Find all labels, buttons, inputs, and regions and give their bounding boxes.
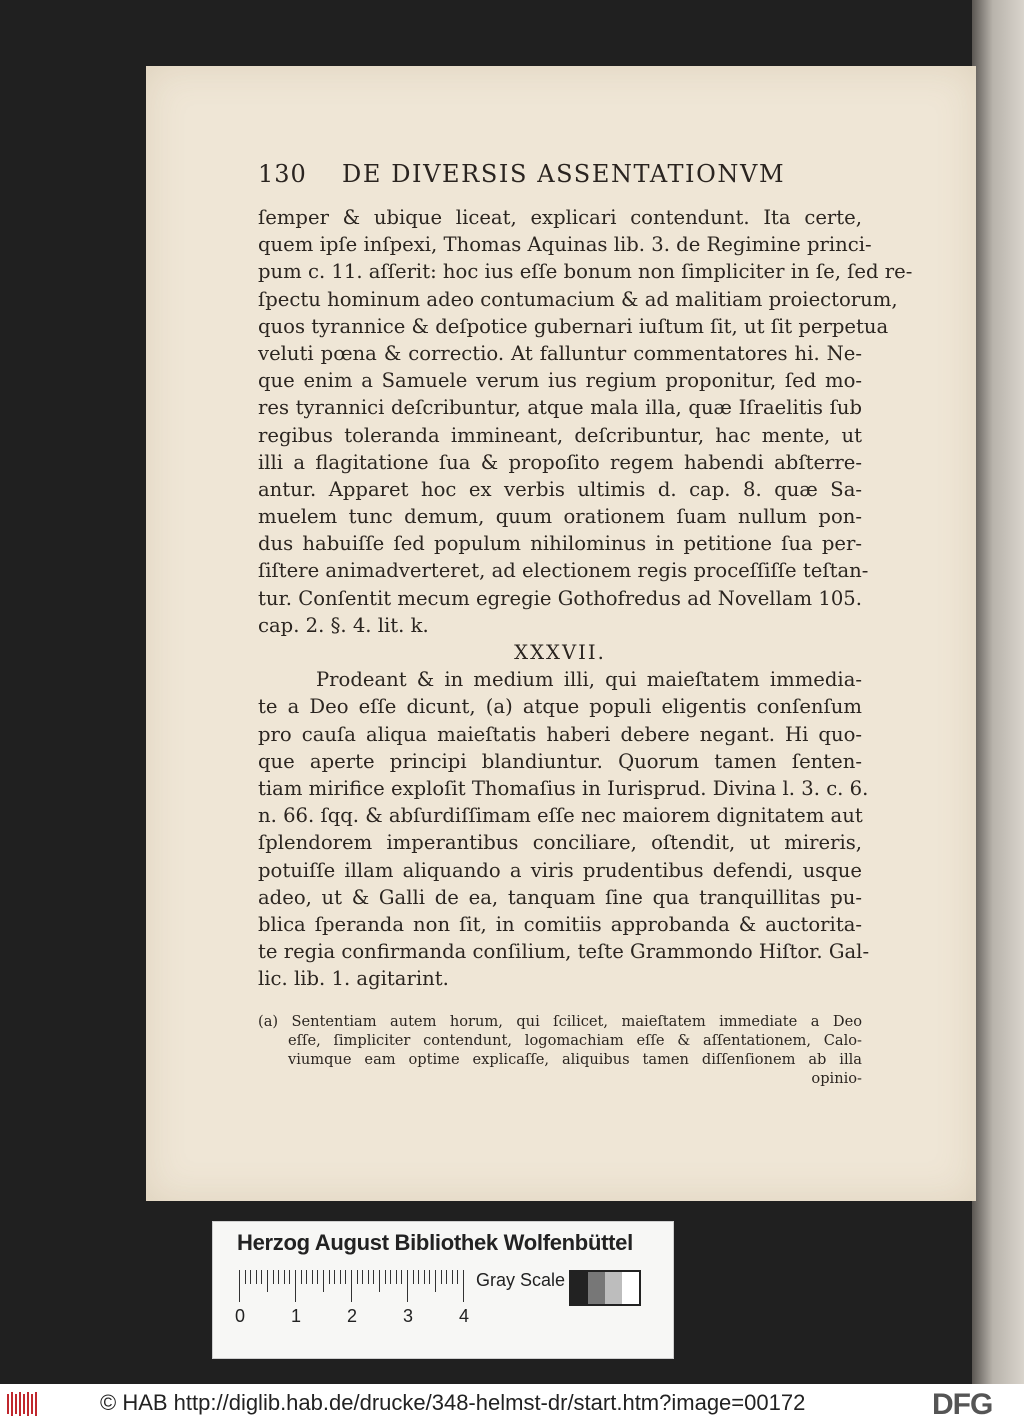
ruler-tick [323,1270,324,1292]
ruler-tick [273,1270,274,1284]
text-line: res tyrannici deſcribuntur, atque mala illa, quæ Iſraelitis ſub [258,396,862,420]
text-line: quos tyrannice & deſpotice gubernari iuſtum ſit, ut ſit perpetua [258,314,889,338]
text-line: lic. lib. 1. agitarint. [258,967,449,991]
text-line: te a Deo eſſe dicunt, (a) atque populi eligentis conſenſum [258,695,862,719]
ruler-tick [278,1270,279,1284]
ruler-tick [329,1270,330,1284]
ruler-tick [345,1270,346,1284]
ruler-tick [250,1270,251,1284]
text-line: antur. Apparet hoc ex verbis ultimis d. cap. 8. quæ Sa- [258,477,862,501]
text-line: quem ipſe inſpexi, Thomas Aquinas lib. 3. de Regimine princi- [258,233,872,257]
text-line: dus habuiſſe ſed populum nihilominus in petitione ſua per- [258,532,862,556]
footnote-line: viumque eam optime explicaſſe, aliquibus tamen diſſenſionem ab illa [288,1051,862,1068]
ruler-tick [301,1270,302,1284]
ruler-tick [295,1270,296,1302]
copyright-link[interactable]: © HAB http://diglib.hab.de/drucke/348-helmst-dr/start.htm?image=00172 [100,1390,806,1415]
footnote [258,1012,862,1088]
ruler-tick [390,1270,391,1284]
text-line: illi a flagitatione ſua & propoſito regem habendi abſterre- [258,450,862,474]
ruler-tick [368,1270,369,1284]
ruler-tick [396,1270,397,1284]
ruler-tick [239,1270,240,1302]
ruler-tick [457,1270,458,1284]
gray-scale-label: Gray Scale [476,1270,566,1290]
text-line: veluti pœna & correctio. At falluntur commentatores hi. Ne- [258,341,862,365]
ruler-tick [429,1270,430,1284]
ruler-tick [418,1270,419,1284]
ruler-tick [452,1270,453,1284]
text-line: pum c. 11. aſſerit: hoc ius eſſe bonum non ſimpliciter in ſe, ſed re- [258,260,913,284]
ruler-tick [385,1270,386,1284]
ruler-tick [340,1270,341,1284]
ruler-tick [312,1270,313,1284]
ruler-tick [435,1270,436,1292]
ruler-tick [289,1270,290,1284]
ruler-tick [463,1270,464,1302]
ruler-tick [441,1270,442,1284]
scale-number: 2 [347,1306,358,1326]
text-line: regibus toleranda immineant, deſcribuntur, hac mente, ut [258,423,862,447]
ruler-tick [334,1270,335,1284]
text-line: blica ſperanda non ſit, in comitiis approbanda & auctorita- [258,912,862,936]
dfg-logo: DFG [932,1388,993,1421]
ruler-tick [446,1270,447,1284]
text-line: ſiſtere animadverteret, ad electionem regis proceſſiſſe teſtan- [258,559,869,583]
book-edge [972,0,1024,1384]
main-text [258,204,913,992]
scale-number: 4 [459,1306,470,1326]
ruler-tick [401,1270,402,1284]
ruler-tick [413,1270,414,1284]
text-line: pro cauſa aliqua maieſtatis haberi debere negant. Hi quo- [258,722,862,746]
text-line: ſemper & ubique liceat, explicari contendunt. Ita certe, [258,206,862,229]
footnote-line: (a) Sententiam autem horum, qui ſcilicet, maieſtatem immediate a Deo [258,1013,862,1030]
library-name: Herzog August Bibliothek Wolfenbüttel [237,1230,633,1255]
scale-number: 1 [291,1306,302,1326]
text-line: tur. Conſentit mecum egregie Gothofredus ad Novellam 105. [258,586,862,610]
gray-scale-swatches [569,1270,641,1306]
ruler-tick [267,1270,268,1292]
ruler-tick [256,1270,257,1284]
text-line: cap. 2. §. 4. lit. k. [258,613,429,637]
text-line: ſplendorem imperantibus conciliare, oſtendit, ut mireris, [258,831,862,855]
page-number: 130 [258,160,307,188]
running-head [258,160,858,194]
gray-swatch [605,1272,622,1304]
color-calibration-bar [212,1221,674,1359]
ruler-tick [362,1270,363,1284]
text-line: te regia confirmanda conſilium, teſte Grammondo Hiſtor. Gal- [258,940,870,964]
text-line: muelem tunc demum, quum orationem ſuam nullum pon- [258,505,862,529]
text-line: que enim a Samuele verum ius regium proponitur, ſed mo- [258,369,862,393]
ruler-tick [357,1270,358,1284]
gray-swatch [588,1272,605,1304]
footer-bar [0,1384,1024,1424]
ruler-tick [424,1270,425,1284]
catchword: opinio- [811,1070,862,1087]
ruler-tick [284,1270,285,1284]
gray-swatch [622,1272,639,1304]
hab-logo-icon [6,1390,40,1418]
ruler-tick [317,1270,318,1284]
ruler-tick [373,1270,374,1284]
section-heading: XXXVII. [514,641,606,664]
scale-ruler [239,1270,465,1302]
text-line: ſpectu hominum adeo contumacium & ad malitiam proiectorum, [258,287,898,311]
ruler-tick [407,1270,408,1302]
footnote-line: eſſe, ſimpliciter contendunt, logomachiam eſſe & aſſentationem, Calo- [288,1032,862,1049]
text-line: tiam mirifice exploſit Thomaſius in Iurisprud. Divina l. 3. c. 6. [258,776,869,800]
running-title: DE DIVERSIS ASSENTATIONVM [342,160,786,188]
ruler-tick [379,1270,380,1292]
ruler-tick [306,1270,307,1284]
text-line: n. 66. ſqq. & abſurdiſſimam eſſe nec maiorem dignitatem aut [258,804,863,828]
ruler-tick [245,1270,246,1284]
gray-swatch [571,1272,588,1304]
ruler-tick [351,1270,352,1302]
scale-number: 0 [235,1306,246,1326]
text-line: Prodeant & in medium illi, qui maieſtatem immedia- [316,668,862,692]
ruler-tick [261,1270,262,1284]
scale-number: 3 [403,1306,414,1326]
text-line: adeo, ut & Galli de ea, tanquam ſine qua tranquillitas pu- [258,885,862,909]
text-line: que aperte principi blandiuntur. Quorum tamen ſenten- [258,749,862,773]
text-line: potuiſſe illam aliquando a viris prudentibus defendi, usque [258,858,862,882]
